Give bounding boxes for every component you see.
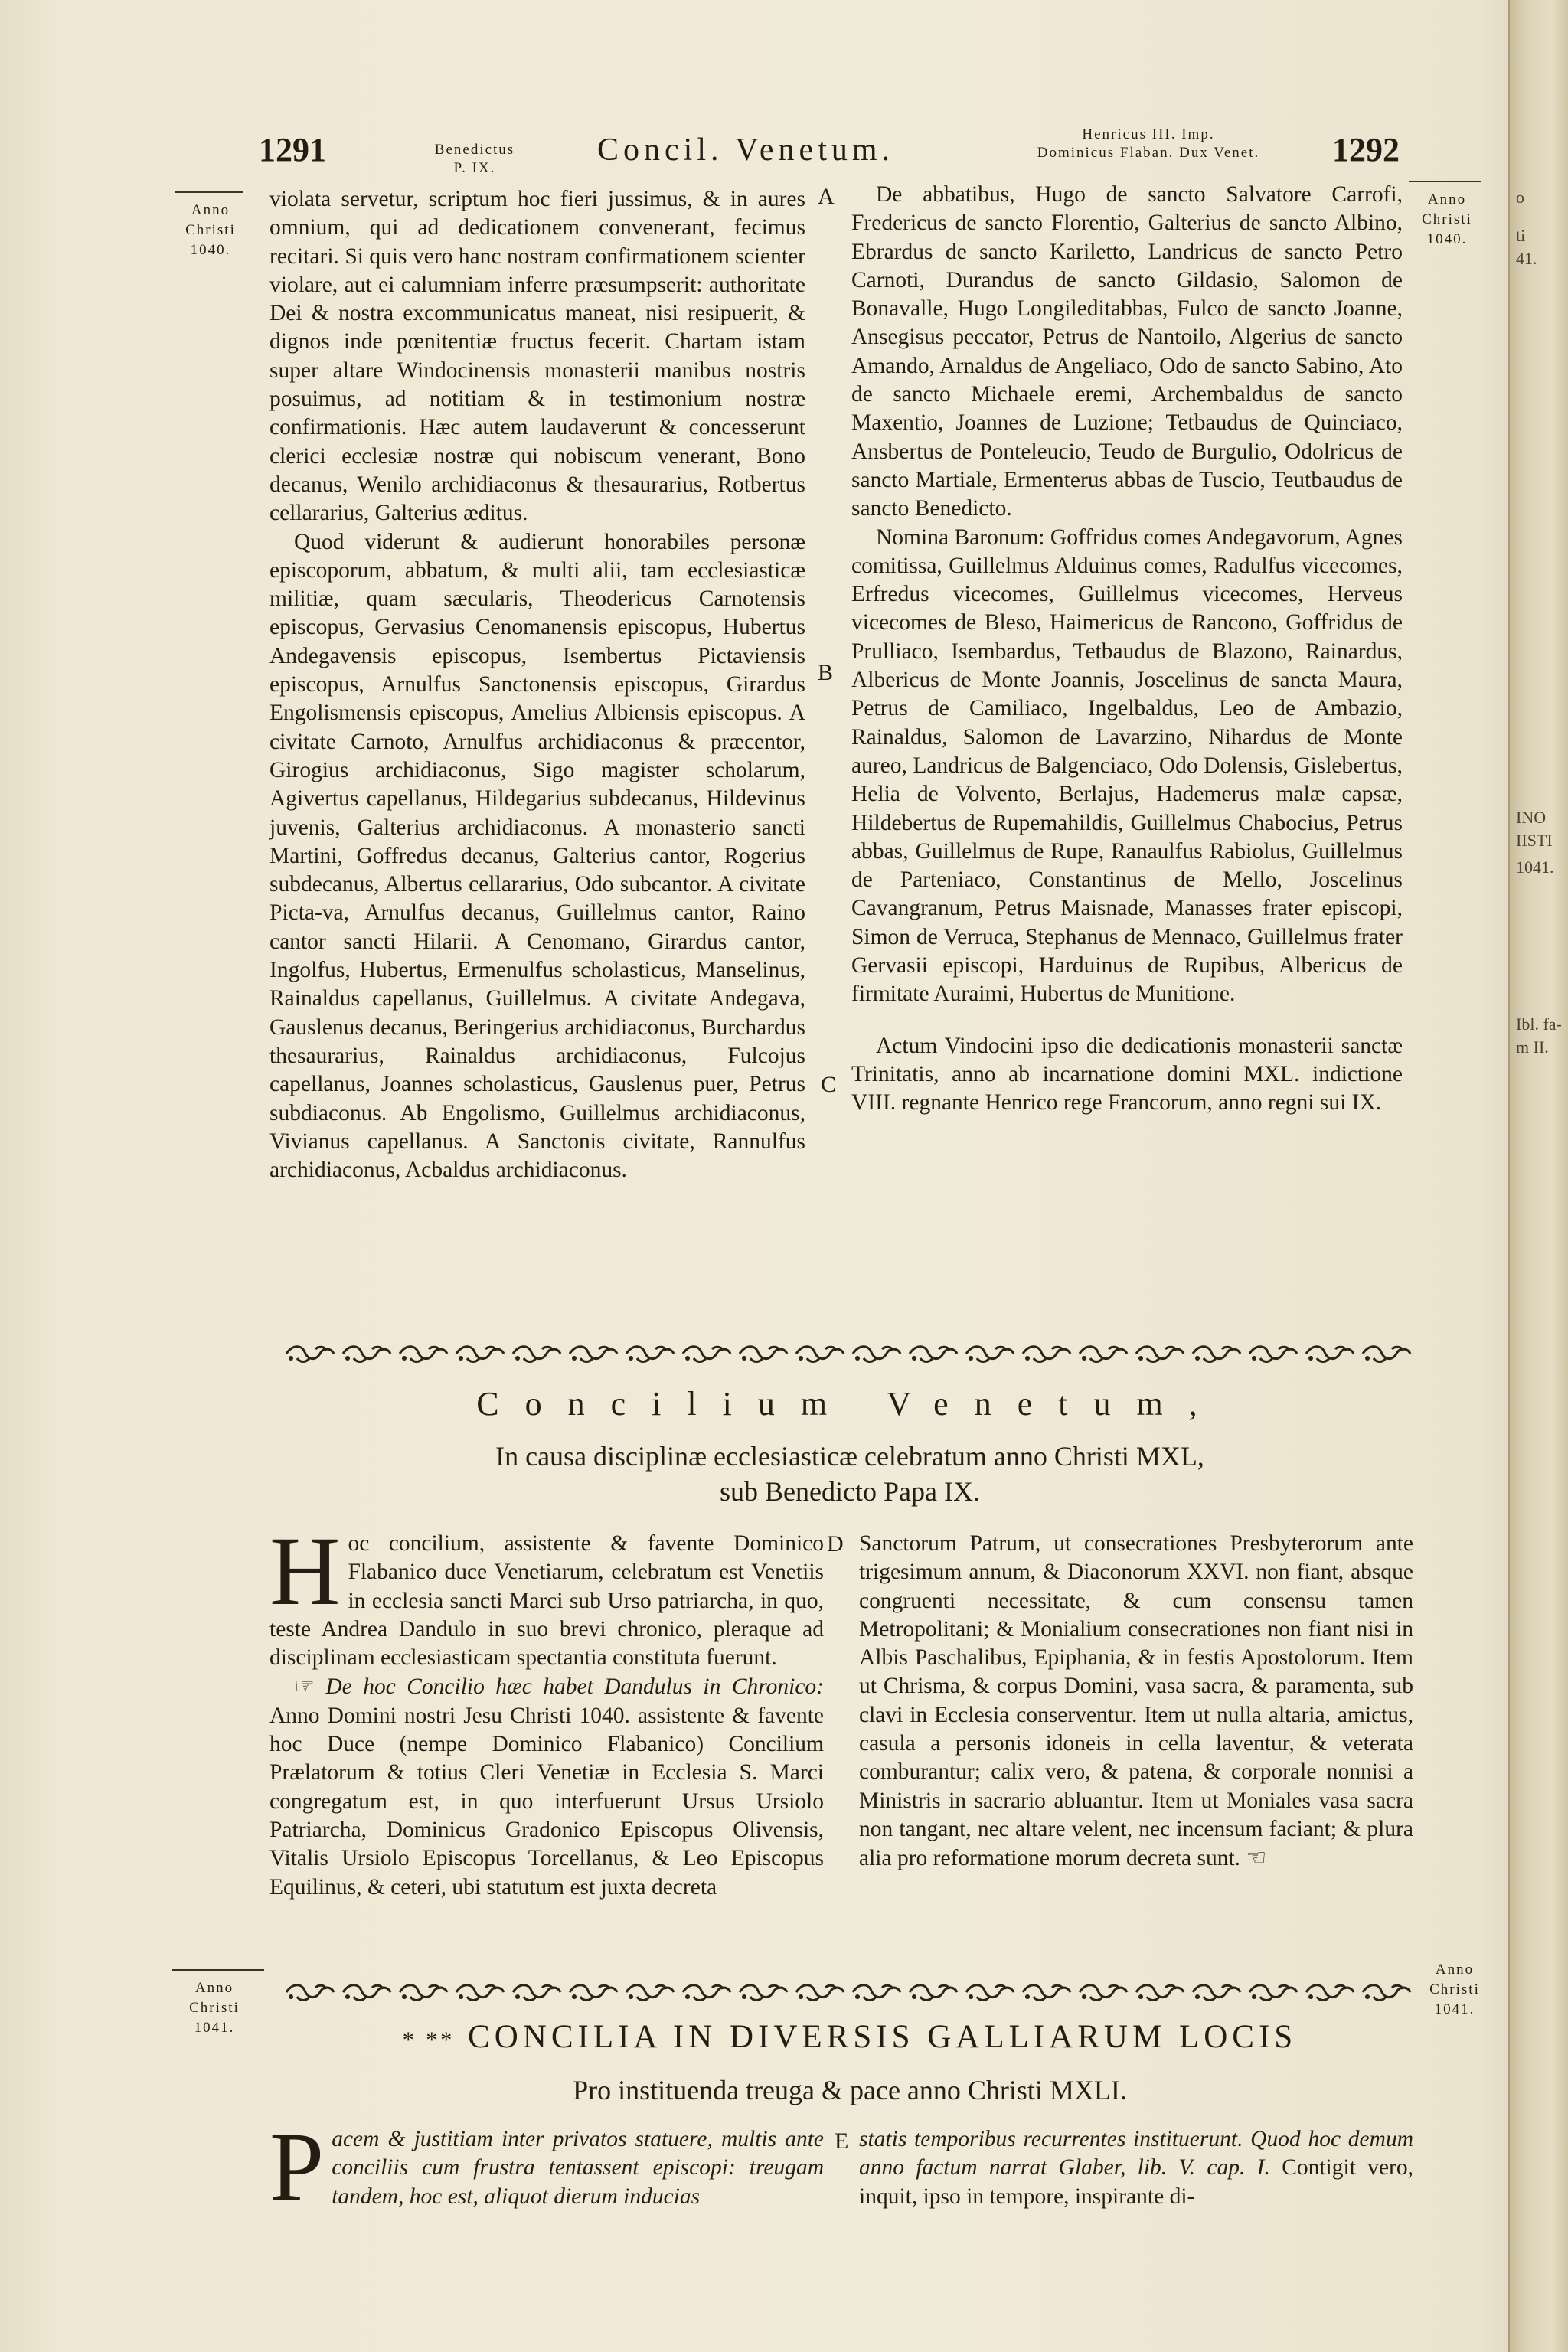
edge-note: m II. — [1516, 1037, 1549, 1057]
ornament-scroll — [570, 1985, 617, 2001]
ornament-dot — [459, 1994, 463, 1999]
margin-rule — [172, 1969, 264, 1971]
section-title-concilia-galliarum: * ** CONCILIA IN DIVERSIS GALLIARUM LOCIS — [402, 2019, 1298, 2055]
column-right-galliarum — [859, 2125, 1413, 2211]
ornament-scroll — [796, 1347, 844, 1362]
ornament-svg — [282, 1343, 1415, 1364]
ornament-band — [282, 1981, 1415, 2003]
ornament-scroll — [1250, 1985, 1297, 2001]
intro-text: oc concilium, assistente & favente Dominico Flabanico duce Venetiarum, celebratum est Venetiis in ecclesia sancti Marci sub Urso patriarcha, in quo, teste Andrea Dandulo in suo brevi chronico, pleraque ad disciplinam ecclesiasticam spectantia constituta fuerunt. — [270, 1531, 824, 1671]
ornament-dot — [289, 1356, 293, 1361]
ornament-scroll — [286, 1347, 334, 1362]
ornament-dot — [969, 1356, 973, 1361]
note-heading: De hoc Concilio hæc habet Dandulus in Chronico: — [325, 1674, 824, 1700]
section-subtitle: In causa disciplinæ ecclesiasticæ celebratum anno Christi MXL, — [495, 1441, 1204, 1472]
column-right-top — [851, 181, 1403, 1118]
ornament-scroll — [740, 1347, 787, 1362]
ornament-scroll — [1023, 1985, 1070, 2001]
ornament-dot — [799, 1356, 803, 1361]
paragraph: statis temporibus recurrentes instituerunt. Quod hoc demum anno factum narrat Glaber, lib. V. cap. I. Contigit vero, inquit, ipso in tempore, inspirante di- — [859, 2127, 1414, 2209]
ornament-scroll — [1306, 1985, 1354, 2001]
margin-year-1040-right: Anno Christi 1040. — [1422, 191, 1472, 247]
edge-note: Ibl. fa- — [1516, 1014, 1562, 1034]
ornament-scroll — [343, 1985, 390, 2001]
margin-year-1041-right: Anno Christi 1041. — [1429, 1962, 1480, 2017]
ornament-scroll — [1306, 1347, 1354, 1362]
adjacent-page-edge — [1508, 0, 1568, 2352]
ornament-scroll — [286, 1985, 334, 2001]
ornament-scroll — [1193, 1347, 1240, 1362]
ornament-scroll — [1136, 1985, 1184, 2001]
page-number-right: 1292 — [1332, 131, 1400, 168]
running-title: Concil. Venetum. — [597, 132, 895, 168]
edge-line: 1041. — [1516, 858, 1554, 877]
ornament-scroll — [1193, 1985, 1240, 2001]
ornament-scroll — [966, 1347, 1014, 1362]
section-letter-c: C — [821, 1072, 837, 1097]
ornament-dot — [685, 1994, 690, 1999]
ornament-dot — [402, 1356, 407, 1361]
ornament-dot — [629, 1356, 633, 1361]
edge-line: ti — [1516, 226, 1526, 245]
ornament-scroll — [853, 1985, 900, 2001]
ornament-scroll — [910, 1347, 957, 1362]
section-letter-b: B — [818, 660, 834, 685]
ornament-dot — [629, 1994, 633, 1999]
column-left-galliarum — [270, 2112, 824, 2221]
paragraph: violata servetur, scriptum hoc fieri jussimus, & in aures omnium, qui ad dedicationem convenerant, fecimus recitari. Si quis vero hanc nostram confirmationem scienter violare, aut ei calumniam inferre præsumpserit: authoritate Dei & nostra excommunicatus maneat, nisi resipuerit, & dignos inde pœnitentiæ fructus fecerit. Chartam istam super altare Windocinensis monasterii manibus nostris posuimus, ad notitiam & in testimonium nostræ confirmationis. Hæc autem laudaverunt & concesserunt clerici ecclesiæ nostræ qui nobiscum venerant, Bono decanus, Wenilo archidiaconus & thesaurarius, Rotbertus cellararius, Galterius æditus. — [270, 187, 805, 526]
ornament-dot — [1195, 1994, 1200, 1999]
ornament-dot — [289, 1994, 293, 1999]
ornament-scroll — [626, 1985, 674, 2001]
ornament-dot — [912, 1994, 916, 1999]
ornament-dot — [1308, 1356, 1313, 1361]
ornament-scroll — [626, 1347, 674, 1362]
margin-year-1041-left: Anno Christi 1041. — [189, 1980, 240, 2036]
ornament-dot — [969, 1994, 973, 1999]
edge-line: o — [1516, 188, 1524, 207]
ornament-dot — [1082, 1994, 1086, 1999]
ornament-dot — [799, 1994, 803, 1999]
ornament-scroll — [910, 1985, 957, 2001]
ornament-dot — [572, 1994, 577, 1999]
pointing-hand-icon: ☞ — [294, 1674, 315, 1700]
paragraph: Sanctorum Patrum, ut consecrationes Presbyterorum ante trigesimum annum, & Diaconorum XXVI. non fiant, absque congruenti necessitate, & cum consensu tamen Metropolitani; & Monialium consecrationes non fiant nisi in Albis Paschalibus, Epiphania, & in festis Apostolorum. Item ut Chrisma, & corpus Domini, vasa sacra, & paramenta, sub clavi in Ecclesia conserventur. Item ut nulla altaria, amictus, casula a personis idoneis in cella laventur, & veterata comburantur; calix vero, & patena, & corporale nonnisi a Ministris in sacrario abluantur. Item ut Moniales vasa sacra non tangant, nec altare velent, nec incensum faciant; & plura alia pro reformatione morum decreta sunt. ☜ — [859, 1531, 1413, 1871]
paragraph: De abbatibus, Hugo de sancto Salvatore Carrofi, Fredericus de sancto Florentio, Galterius de sancto Albino, Ebrardus de sancto Kariletto, Landricus de sancto Petro Carnoti, Durandus de sancto Gildasio, Salomon de Bonavalle, Hugo Longileditabbas, Fulco de sancto Joanne, Ansegisus peccator, Petrus de Nantoilo, Algerius de sancto Amando, Arnaldus de Angeliaco, Odo de sancto Sabino, Ato de sancto Michaele eremi, Archembaldus de sancto Maxentio, Joannes de Luzione; Tetbaudus de Quinciaco, Ansbertus de Ponteleucio, Teudo de Burgulio, Odolricus de sancto Martiale, Ermenterus abbas de Tuscio, Teutbaudus de sancto Benedicto. — [851, 182, 1403, 521]
ornament-scroll — [683, 1985, 730, 2001]
ornament-svg — [282, 1981, 1415, 2003]
ornament-dot — [1082, 1356, 1086, 1361]
ornament-scroll — [1080, 1985, 1127, 2001]
ornament-dot — [742, 1356, 746, 1361]
ornament-dot — [1252, 1994, 1256, 1999]
section-title-concilium-venetum: Concilium Venetum, — [476, 1385, 1223, 1423]
ornament-dot — [742, 1994, 746, 1999]
ornament-dot — [515, 1994, 520, 1999]
ornament-dot — [912, 1356, 916, 1361]
head-doge: Dominicus Flaban. Dux Venet. — [1037, 145, 1260, 161]
asterisks: * ** — [402, 2027, 456, 2053]
ornament-scroll — [740, 1985, 787, 2001]
ornament-dot — [1365, 1994, 1370, 1999]
running-head-left — [398, 141, 551, 178]
margin-rule — [1409, 181, 1481, 182]
paragraph — [270, 1517, 824, 1672]
ornament-dot — [1025, 1994, 1030, 1999]
ornament-scroll — [1363, 1985, 1410, 2001]
ornament-scroll — [796, 1985, 844, 2001]
ornament-scroll — [683, 1347, 730, 1362]
ornament-scroll — [1080, 1347, 1127, 1362]
column-left-venetum — [270, 1517, 824, 1902]
ornament-band — [282, 1343, 1415, 1364]
margin-year-1040-left: Anno Christi 1040. — [185, 202, 236, 258]
ornament-scroll — [456, 1347, 504, 1362]
running-head-right — [995, 126, 1302, 162]
ornament-dot — [1138, 1994, 1143, 1999]
ornament-scroll — [1136, 1347, 1184, 1362]
section-letter-e: E — [835, 2128, 849, 2154]
pointing-hand-icon: ☜ — [1246, 1845, 1267, 1871]
edge-line: INO — [1516, 808, 1547, 827]
ornament-dot — [402, 1994, 407, 1999]
edge-line: 41. — [1516, 249, 1537, 268]
ornament-scroll — [1023, 1347, 1070, 1362]
ornament-scroll — [400, 1985, 447, 2001]
ornament-dot — [1025, 1356, 1030, 1361]
ornament-scroll — [966, 1985, 1014, 2001]
ornament-dot — [1308, 1994, 1313, 1999]
section-subtitle: Pro instituenda treuga & pace anno Christi MXLI. — [573, 2075, 1127, 2105]
ornament-dot — [1195, 1356, 1200, 1361]
paragraph: Actum Vindocini ipso die dedicationis monasterii sanctæ Trinitatis, anno ab incarnatione domini MXL. indictione VIII. regnante Henrico rege Francorum, anno regni sui IX. — [851, 1033, 1403, 1116]
section-subtitle: sub Benedicto Papa IX. — [720, 1476, 980, 1507]
ornament-scroll — [1250, 1347, 1297, 1362]
page-number-left: 1291 — [259, 131, 326, 168]
ornament-scroll — [513, 1985, 560, 2001]
ornament-dot — [1138, 1356, 1143, 1361]
ornament-scroll — [513, 1347, 560, 1362]
column-right-venetum — [859, 1530, 1413, 1873]
paragraph: Pacem & justitiam inter privatos statuere, multis ante conciliis cum frustra tentassent episcopi: treugam tandem, hoc est, aliquot dierum inducias — [270, 2112, 824, 2221]
ornament-dot — [1252, 1356, 1256, 1361]
ornament-scroll — [400, 1347, 447, 1362]
ornament-dot — [572, 1356, 577, 1361]
paragraph: Nomina Baronum: Goffridus comes Andegavorum, Agnes comitissa, Guillelmus Alduinus comes, Radulfus vicecomes, Erfredus vicecomes, Guillelmus vicecomes, Herveus vicecomes de Bleso, Haimericus de Rancono, Goffridus de Prulliaco, Isembardus, Tetbaudus de Blazono, Rainardus, Albericus de Monte Joannis, Joscelinus de sancta Maura, Petrus de Camiliaco, Ingelbaldus, Leo de Ambazio, Rainaldus, Salomon de Lavarzino, Nihardus de Monte aureo, Landricus de Balgenciaco, Odo Dolensis, Gislebertus, Helia de Volvento, Berlajus, Hademerus malæ capsæ, Hildebertus de Rupemahildis, Guillelmus Chabocius, Petrus abbas, Guillelmus de Rupe, Ranaulfus Rabiolus, Guillelmus de Parteniaco, Constantinus de Mello, Joscelinus Cavangranum, Petrus Maisnade, Manasses frater episcopi, Simon de Verruca, Stephanus de Mennaco, Guillelmus frater Gervasii episcopi, Harduinus de Rupibus, Albericus de firmitate Auraimi, Hubertus de Munitione. — [851, 524, 1403, 1007]
ornament-scroll — [1363, 1347, 1410, 1362]
ornament-dot — [855, 1994, 860, 1999]
ornament-scroll — [456, 1985, 504, 2001]
ornament-dot — [855, 1356, 860, 1361]
ornament-dot — [345, 1994, 350, 1999]
head-pope: Benedictus — [434, 142, 515, 158]
margin-rule — [175, 191, 243, 193]
ornament-scroll — [853, 1347, 900, 1362]
head-emperor: Henricus III. Imp. — [1082, 126, 1215, 142]
ornament-dot — [515, 1356, 520, 1361]
drop-cap: P — [270, 2112, 325, 2221]
paragraph: Quod viderunt & audierunt honorabiles personæ episcoporum, abbatum, & multi alii, tam ecclesiasticæ militiæ, quam sæcularis, Theodericus Carnotensis episcopus, Gervasius Cenomanensis episcopus, Hubertus Andegavensis episcopus, Isembertus Pictaviensis episcopus, Arnulfus Sanctonensis episcopus, Girardus Engolismensis episcopus, Amelius Albiensis episcopus. A civitate Carnoto, Arnulfus archidiaconus & præcentor, Girogius archidiaconus, Sigo magister scholarum, Agivertus capellanus, Hildegarius subdecanus, Hildevinus juvenis, Galterius archidiaconus. A monasterio sancti Martini, Goffredus decanus, Galterius cantor, Rogerius subdecanus, Albertus cellararius, Odo subcantor. A civitate Picta-va, Arnulfus decanus, Guillelmus cantor, Raino cantor sancti Hilarii. A Cenomano, Girardus cantor, Ingolfus, Hubertus, Ermenulfus scholasticus, Manselinus, Rainaldus capellanus, Guillelmus. A civitate Andegava, Gauslenus decanus, Beringerius archidiaconus, Burchardus thesaurarius, Rainaldus archidiaconus, Fulcojus capellanus, Joannes scholasticus, Gauslenus puer, Petrus subdiaconus. Ab Engolismo, Guillelmus archidiaconus, Vivianus capellanus. A Sanctonis civitate, Rannulfus archidiaconus, Acbaldus archidiaconus. — [270, 529, 805, 1183]
edge-line: IISTI — [1516, 831, 1553, 850]
ornament-dot — [685, 1356, 690, 1361]
head-pope-number: P. IX. — [453, 160, 496, 176]
section-letter-a: A — [818, 184, 835, 209]
ornament-scroll — [343, 1347, 390, 1362]
note-text: Anno Domini nostri Jesu Christi 1040. assistente & favente hoc Duce (nempe Dominico Flabanico) Concilium Prælatorum & totius Cleri Venetiæ in Ecclesia S. Marci congregatum est, in quo interfuerunt Ursus Ursiolo Patriarcha, Dominicus Gradonico Episcopus Olivensis, Vitalis Ursiolo Episcopus Torcellanus, & Leo Episcopus Equilinus, & ceteri, ubi statutum est juxta decreta — [270, 1703, 824, 1900]
ornament-dot — [345, 1356, 350, 1361]
paragraph — [270, 1672, 824, 1901]
ornament-dot — [459, 1356, 463, 1361]
ornament-scroll — [570, 1347, 617, 1362]
drop-cap: H — [270, 1517, 341, 1625]
section-letter-d: D — [827, 1531, 844, 1557]
ornament-dot — [1365, 1356, 1370, 1361]
column-left-top — [270, 185, 805, 1184]
